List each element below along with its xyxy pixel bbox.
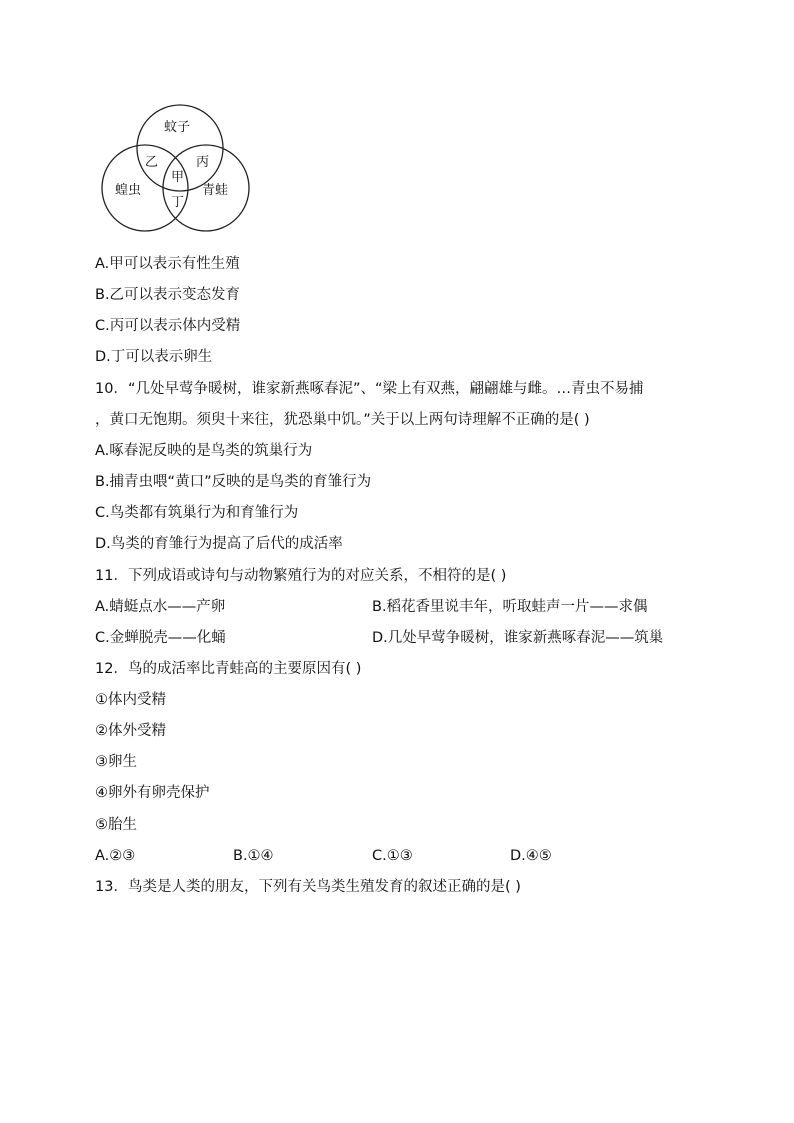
q12-item-1: ①体内受精 — [95, 692, 166, 708]
q9-option-c: C.丙可以表示体内受精 — [95, 318, 241, 334]
q10-option-a: A.啄春泥反映的是鸟类的筑巢行为 — [95, 443, 313, 459]
q12-item-3: ③卵生 — [95, 754, 137, 770]
q10-option-c: C.鸟类都有筑巢行为和育雏行为 — [95, 505, 299, 521]
q11-option-c: C.金蝉脱壳——化蛹 — [95, 630, 226, 646]
q9-option-a: A.甲可以表示有性生殖 — [95, 256, 240, 272]
q12-item-5: ⑤胎生 — [95, 817, 137, 833]
q11-option-d: D.几处早莺争暖树，谁家新燕啄春泥——筑巢 — [372, 630, 664, 646]
venn-label-bing: 丙 — [196, 155, 210, 170]
q12-item-4: ④卵外有卵壳保护 — [95, 785, 210, 801]
venn-label-mosquito: 蚊子 — [164, 120, 191, 135]
q12-stem: 12．鸟的成活率比青蛙高的主要原因有( ) — [95, 661, 362, 677]
q11-option-a: A.蜻蜓点水——产卵 — [95, 599, 226, 615]
q12-option-c: C.①③ — [372, 848, 413, 864]
q10-stem-line2: ，黄口无饱期。须臾十来往，犹恐巢中饥。”关于以上两句诗理解不正确的是( ) — [95, 412, 590, 428]
venn-diagram — [98, 104, 252, 232]
q12-item-2: ②体外受精 — [95, 723, 166, 739]
q12-option-b: B.①④ — [233, 848, 274, 864]
venn-label-locust: 蝗虫 — [115, 183, 142, 198]
q10-option-d: D.鸟类的育雏行为提高了后代的成活率 — [95, 536, 343, 552]
q9-option-d: D.丁可以表示卵生 — [95, 349, 213, 365]
q11-stem: 11．下列成语或诗句与动物繁殖行为的对应关系，不相符的是( ) — [95, 568, 507, 584]
q10-option-b: B.捕青虫喂“黄口”反映的是鸟类的育雏行为 — [95, 474, 372, 490]
venn-label-yi: 乙 — [145, 155, 159, 170]
venn-label-frog: 青蛙 — [202, 183, 229, 198]
q9-option-b: B.乙可以表示变态发育 — [95, 287, 241, 303]
venn-label-jia: 甲 — [171, 170, 185, 185]
q12-option-a: A.②③ — [95, 848, 136, 864]
q13-stem: 13．鸟类是人类的朋友，下列有关鸟类生殖发育的叙述正确的是( ) — [95, 879, 521, 895]
venn-label-ding: 丁 — [171, 195, 185, 210]
q10-stem-line1: 10．“几处早莺争暖树，谁家新燕啄春泥”、“梁上有双燕，翩翩雄与雌。…青虫不易捕 — [95, 381, 644, 397]
q12-option-d: D.④⑤ — [510, 848, 552, 864]
q11-option-b: B.稻花香里说丰年，听取蛙声一片——求偶 — [372, 599, 648, 615]
